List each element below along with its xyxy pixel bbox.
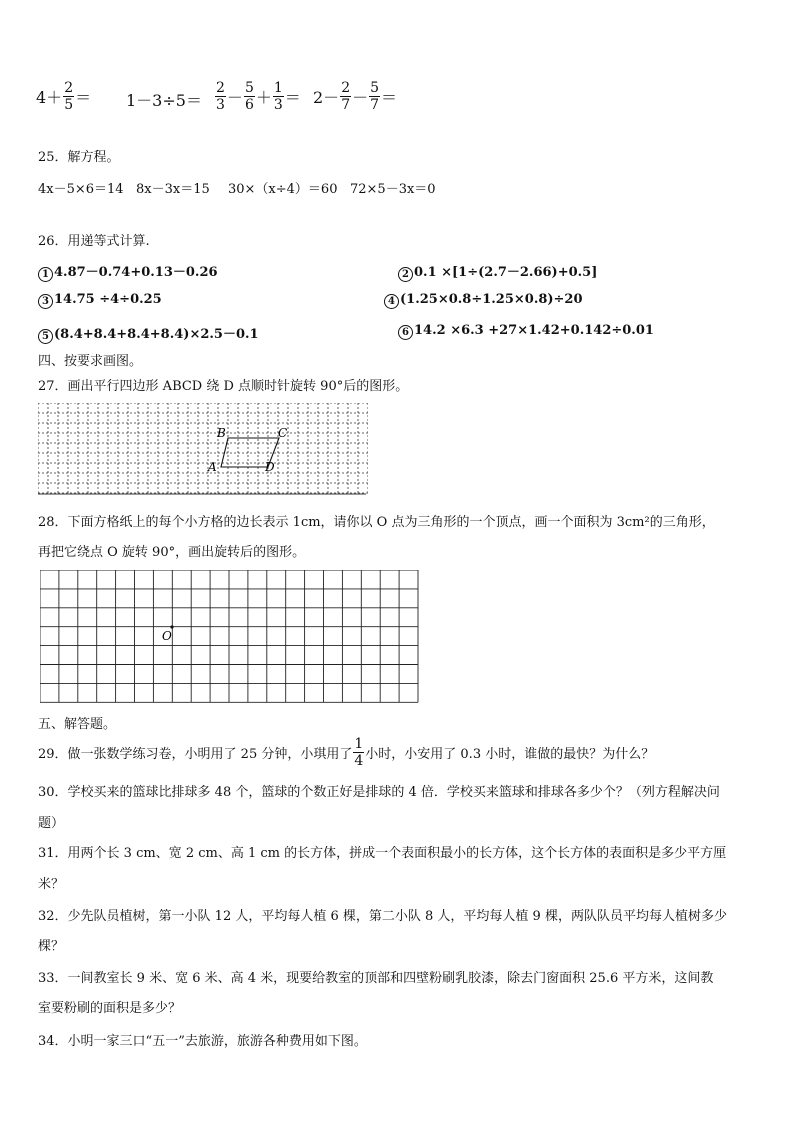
expr-fractions-sum: $\frac{2}{3}$ － $\frac{5}{6}$ ＋ $\frac{1}{3}$ ＝ [216,80,301,113]
q25-eq-4: 72×5－3x＝0 [350,182,436,197]
expr-4-plus-2-5: 4＋ $\frac{2}{5}$ ＝ [36,80,92,113]
circled-number: 3 [38,294,53,309]
section-5-title: 五、解答题。 [38,717,117,732]
label-d: D [265,460,275,474]
q32-line-2: 棵？ [38,939,65,954]
fraction: $\frac{1}{3}$ [273,80,283,113]
expr-2-minus-fractions: 2－ $\frac{2}{7}$ － $\frac{5}{7}$ ＝ [313,80,398,113]
q26-item-3: 3 14.75 ÷4÷0.25 [38,292,162,309]
fraction: $\frac{2}{3}$ [216,80,225,113]
label-b: B [217,426,226,440]
q33-line-1: 33．一间教室长 9 米、宽 6 米、高 4 米，现要给教室的顶部和四壁粉刷乳胶漆，除去门窗面积 25.6 平方米，这间教 [38,971,714,986]
q26-item-5: 5 (8.4+8.4+8.4+8.4)×2.5－0.1 [38,323,259,344]
q32-line-1: 32．少先队员植树，第一小队 12 人，平均每人植 6 棵，第二小队 8 人，平均每人植 9 棵，两队队员平均每人植树多少 [38,909,727,924]
fraction: $\frac{1}{4}$ [354,736,364,769]
q25-eq-2: 8x－3x＝15 [136,182,210,197]
q34-text: 34．小明一家三口“五一”去旅游，旅游各种费用如下图。 [38,1034,367,1049]
q26-item-6: 6 14.2 ×6.3 +27×1.42+0.142÷0.01 [398,323,654,340]
q28-square-grid [40,570,422,706]
q30-line-2: 题） [38,816,65,831]
q29-text: 29．做一张数学练习卷，小明用了 25 分钟，小琪用了 $\frac{1}{4}$ 小时，小安用了 0.3 小时，谁做的最快？为什么？ [38,736,655,769]
section-4-title: 四、按要求画图。 [38,354,143,369]
circled-number: 4 [384,294,399,309]
circled-number: 2 [398,267,413,282]
q31-line-2: 米？ [38,877,65,892]
fraction: $\frac{5}{7}$ [370,80,380,113]
q28-line-1: 28．下面方格纸上的每个小方格的边长表示 1cm，请你以 O 点为三角形的一个顶点，画一个面积为 3cm²的三角形， [38,515,715,530]
q26-item-4: 4 (1.25×0.8÷1.25×0.8)÷20 [384,292,583,309]
q25-eq-1: 4x－5×6＝14 [38,182,124,197]
q28-line-2: 再把它绕点 O 旋转 90°，画出旋转后的图形。 [38,545,306,560]
q27-dotted-grid [38,403,368,495]
fraction: $\frac{5}{6}$ [244,80,254,113]
label-o: O [162,629,172,643]
q31-line-1: 31．用两个长 3 cm、宽 2 cm、高 1 cm 的长方体，拼成一个表面积最小的长方体，这个长方体的表面积是多少平方厘 [38,846,727,861]
q30-line-1: 30．学校买来的篮球比排球多 48 个，篮球的个数正好是排球的 4 倍．学校买来篮球和排球各多少个？（列方程解决问 [38,785,720,800]
label-c: C [278,426,288,440]
q26-item-2: 2 0.1 ×[1÷(2.7－2.66)+0.5] [398,261,597,282]
q27-text: 27．画出平行四边形 ABCD 绕 D 点顺时针旋转 90°后的图形。 [38,379,409,394]
label-a: A [208,460,217,474]
circled-number: 5 [38,329,53,344]
expr-1-minus-3-div-5: 1－3÷5＝ [126,91,202,110]
q26-title: 26．用递等式计算. [38,234,150,249]
fraction: $\frac{2}{7}$ [341,80,351,113]
fraction: $\frac{2}{5}$ [64,80,74,113]
circled-number: 6 [398,325,413,340]
circled-number: 1 [38,267,53,282]
q25-eq-3: 30×（x÷4）＝60 [228,182,338,197]
q33-line-2: 室要粉刷的面积是多少？ [38,1001,182,1016]
q26-item-1: 1 4.87－0.74+0.13－0.26 [38,261,218,282]
q25-title: 25．解方程。 [38,150,120,165]
